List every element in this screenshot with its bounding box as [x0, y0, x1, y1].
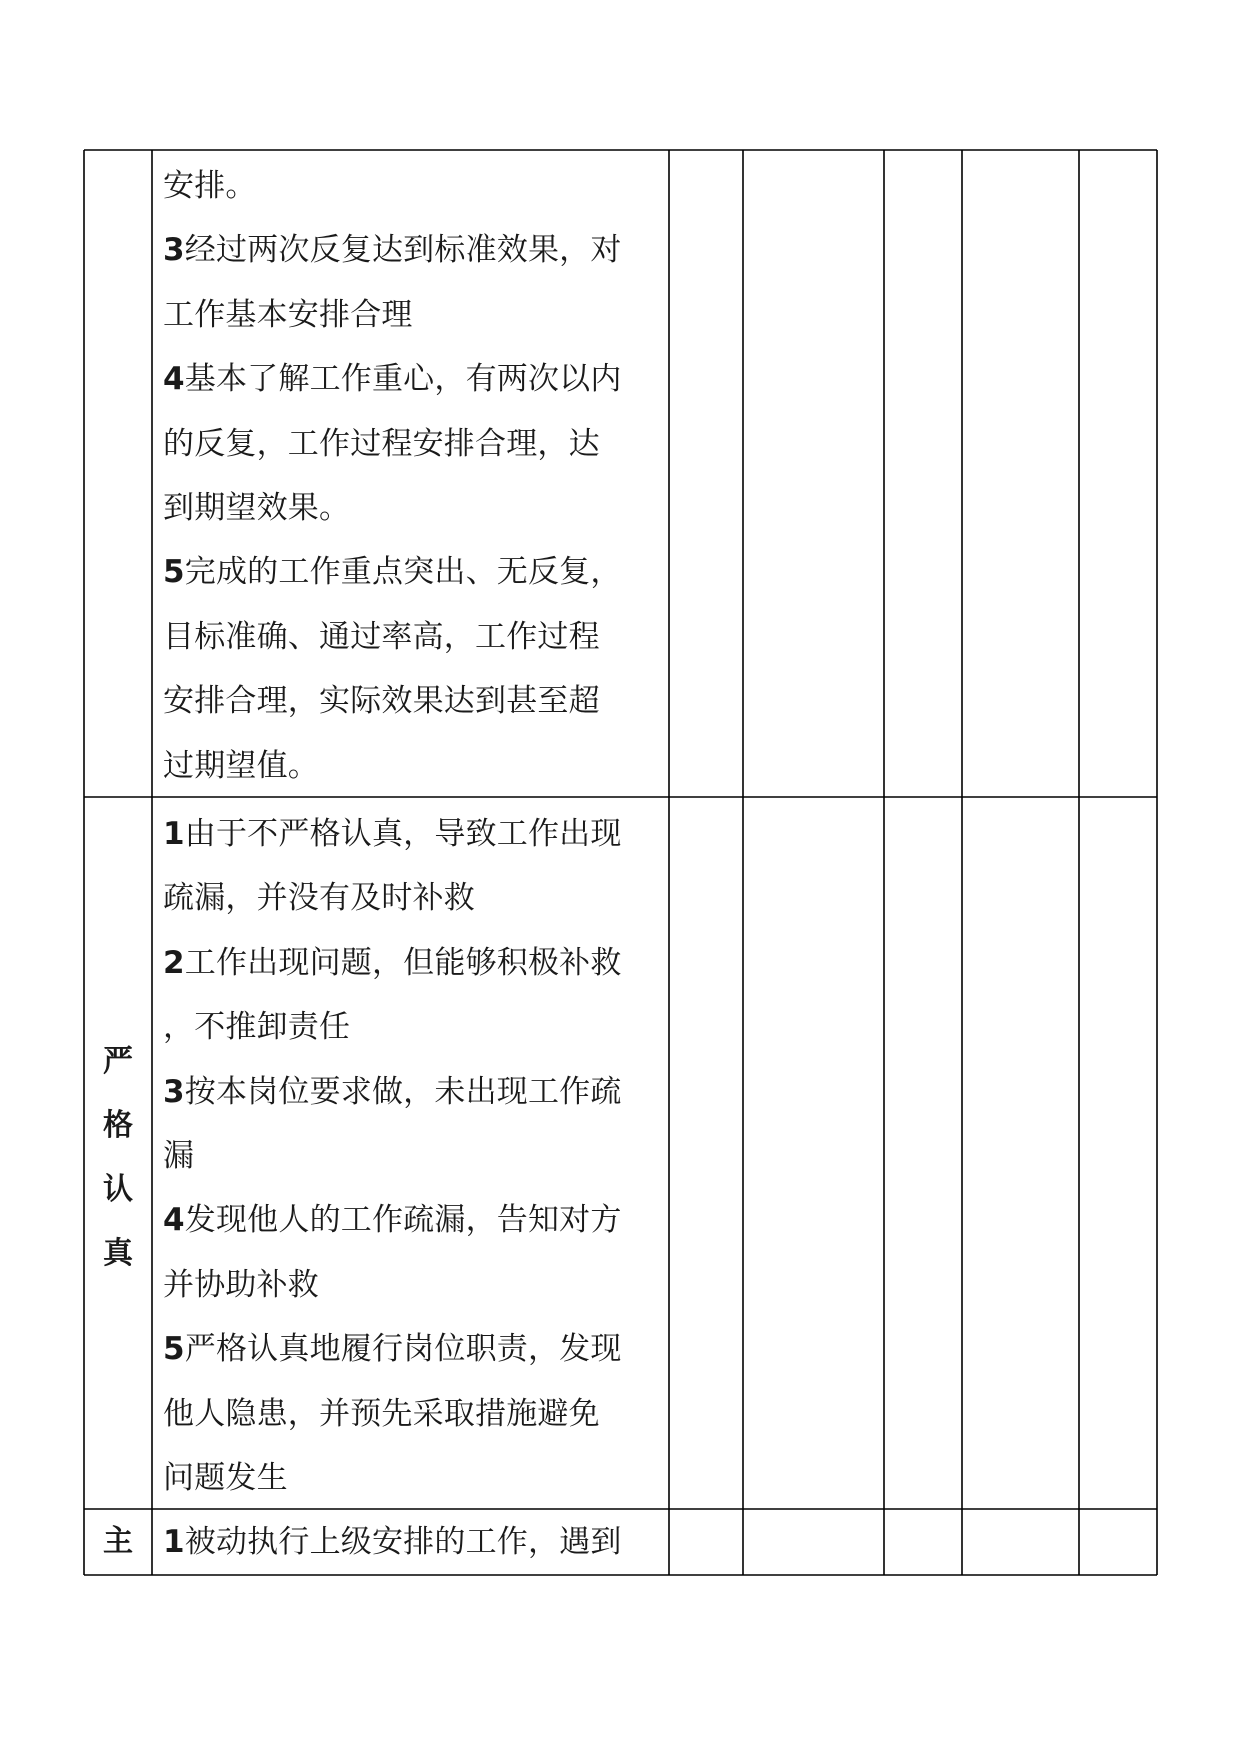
criteria-line: 漏: [163, 1137, 195, 1174]
criteria-line: 安排合理，实际效果达到甚至超: [163, 683, 600, 720]
criteria-line: 2工作出现问题，但能够积极补救: [163, 944, 622, 981]
criteria-line: 4发现他人的工作疏漏，告知对方: [163, 1202, 622, 1239]
criteria-line: 过期望值。: [163, 747, 319, 784]
criteria-line: 到期望效果。: [163, 489, 351, 526]
criteria-line: ，不推卸责任: [163, 1009, 351, 1046]
category-label-strict: [84, 1030, 152, 1286]
label-char: 主: [103, 1524, 133, 1559]
criteria-line: 3经过两次反复达到标准效果，对: [163, 232, 622, 269]
criteria-line: 的反复，工作过程安排合理，达: [163, 425, 600, 462]
criteria-text-row2: [163, 802, 673, 1510]
criteria-line: 他人隐患，并预先采取措施避免: [163, 1395, 600, 1432]
criteria-line: 5严格认真地履行岗位职责，发现: [163, 1331, 622, 1368]
criteria-line: 疏漏，并没有及时补救: [163, 880, 475, 917]
label-char: 真: [103, 1236, 133, 1271]
criteria-line: 4基本了解工作重心，有两次以内: [163, 361, 622, 398]
criteria-line: 工作基本安排合理: [163, 296, 413, 333]
criteria-text-row3: [163, 1510, 673, 1574]
label-char: 严: [103, 1044, 133, 1079]
category-label-initiative: [84, 1510, 152, 1574]
criteria-line: 并协助补救: [163, 1266, 319, 1303]
criteria-text-row1: [163, 154, 673, 798]
label-char: 认: [103, 1172, 133, 1207]
criteria-line: 3按本岗位要求做，未出现工作疏: [163, 1073, 622, 1110]
criteria-line: 目标准确、通过率高，工作过程: [163, 618, 600, 655]
criteria-line: 问题发生: [163, 1459, 288, 1496]
criteria-line: 1由于不严格认真，导致工作出现: [163, 816, 622, 852]
criteria-line: 5完成的工作重点突出、无反复，: [163, 554, 622, 591]
criteria-line: 安排。: [163, 168, 257, 204]
criteria-line: 1被动执行上级安排的工作，遇到: [163, 1524, 622, 1560]
label-char: 格: [103, 1108, 133, 1143]
